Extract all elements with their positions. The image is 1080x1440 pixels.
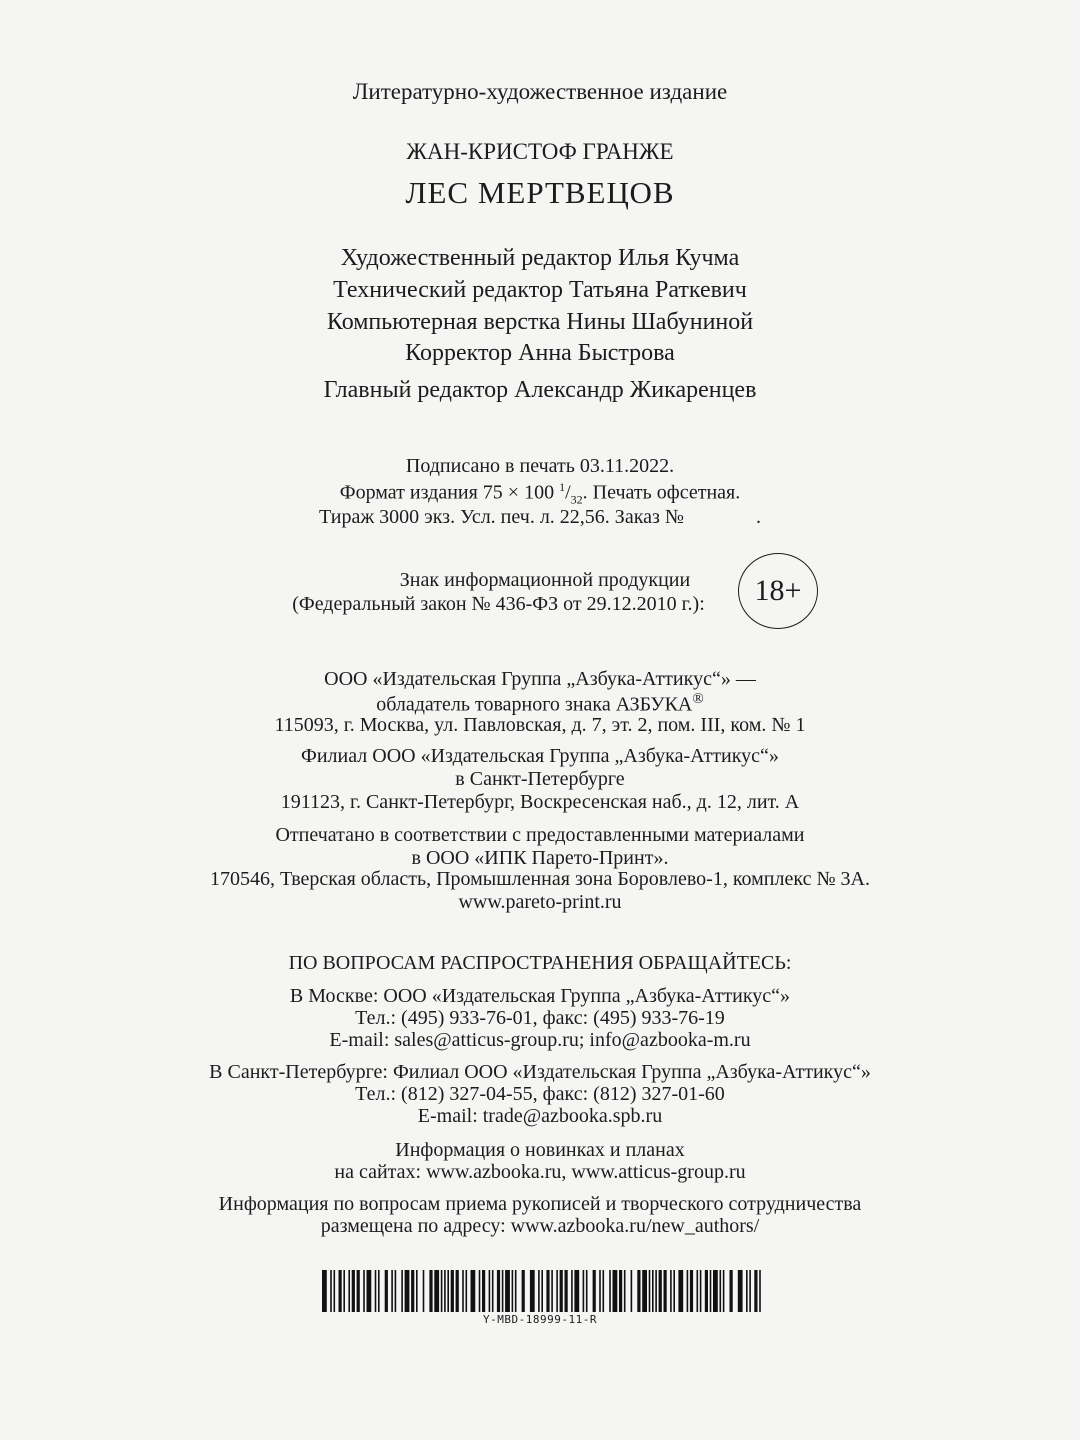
barcode-bar (538, 1270, 540, 1312)
news-sites: на сайтах: www.azbooka.ru, www.atticus-group.ru (334, 1161, 746, 1183)
barcode-bar (423, 1270, 425, 1312)
barcode-bar (664, 1270, 667, 1312)
barcode-bar (502, 1270, 504, 1312)
manuscripts-info: Информация по вопросам приема рукописей и творческого сотрудничества (218, 1193, 862, 1215)
barcode-bar (599, 1270, 601, 1312)
printer-line: в ООО «ИПК Парето-Принт». (411, 847, 669, 869)
barcode-bar (556, 1270, 558, 1312)
barcode-bar (330, 1270, 332, 1312)
barcode-bar (655, 1270, 657, 1312)
barcode-bar (642, 1270, 647, 1312)
barcode-bar (759, 1270, 761, 1312)
barcode-bar (571, 1270, 573, 1312)
barcode-bar (385, 1270, 388, 1312)
barcode-bar (619, 1270, 622, 1312)
barcode-bar (462, 1270, 464, 1312)
barcode-bar (489, 1270, 491, 1312)
barcode-bar (690, 1270, 693, 1312)
barcode-bar (352, 1270, 355, 1312)
barcode-bar (512, 1270, 514, 1312)
barcode-bar (471, 1270, 476, 1312)
barcode-bar (367, 1270, 372, 1312)
barcode-bar (560, 1270, 563, 1312)
barcode-bar (749, 1270, 751, 1312)
barcode-bar (522, 1270, 525, 1312)
moscow-contact: В Москве: ООО «Издательская Группа „Азбука-Аттикус“» (289, 985, 791, 1007)
barcode-bar (378, 1270, 380, 1312)
publisher-line: ООО «Издательская Группа „Азбука-Аттикус“» — (324, 668, 756, 690)
branch-name: Филиал ООО «Издательская Группа „Азбука-Аттикус“» (301, 745, 779, 767)
age-mark-law: (Федеральный закон № 436-ФЗ от 29.12.2010 г.): (292, 593, 705, 615)
barcode-bar (583, 1270, 585, 1312)
barcode-bar (444, 1270, 446, 1312)
spb-phone: Тел.: (812) 327-04-55, факс: (812) 327-01-60 (355, 1083, 725, 1105)
spb-contact: В Санкт-Петербурге: Филиал ООО «Издательская Группа „Азбука-Аттикус“» (209, 1061, 871, 1083)
moscow-phone: Тел.: (495) 933-76-01, факс: (495) 933-76-19 (355, 1007, 725, 1029)
printer-address: 170546, Тверская область, Промышленная зона Боровлево-1, комплекс № 3А. (210, 868, 870, 890)
barcode-bar (434, 1270, 439, 1312)
branch-city: в Санкт-Петербурге (455, 768, 625, 790)
barcode-bar (401, 1270, 403, 1312)
barcode-bar (339, 1270, 342, 1312)
barcode-bar (678, 1270, 683, 1312)
trademark-text: обладатель товарного знака АЗБУКА (376, 693, 693, 716)
barcode-bar (515, 1270, 517, 1312)
barcode-bar (456, 1270, 459, 1312)
barcode-bar (551, 1270, 553, 1312)
barcode-bar (541, 1270, 543, 1312)
barcode-bar (754, 1270, 757, 1312)
barcode-bar (637, 1270, 640, 1312)
barcode-code: Y-MBD-18999-11-R (483, 1313, 597, 1326)
barcode (322, 1270, 768, 1312)
format-prefix: Формат издания 75 × 100 (339, 481, 560, 504)
barcode-bar (530, 1270, 535, 1312)
barcode-bar (429, 1270, 432, 1312)
barcode-bar (593, 1270, 596, 1312)
run-end: . (755, 506, 761, 528)
barcode-bar (624, 1270, 626, 1312)
printer-line: Отпечатано в соответствии с предоставленными материалами (275, 824, 805, 846)
publisher-trademark-line (0, 692, 1080, 715)
moscow-email: E-mail: sales@atticus-group.ru; info@azbooka-m.ru (329, 1029, 751, 1051)
barcode-bar (348, 1270, 350, 1312)
barcode-bar (687, 1270, 689, 1312)
signed-date: Подписано в печать 03.11.2022. (405, 455, 675, 477)
barcode-bar (713, 1270, 718, 1312)
branch-address: 191123, г. Санкт-Петербург, Воскресенская наб., д. 12, лит. А (280, 791, 800, 813)
barcode-bar (416, 1270, 418, 1312)
format-fraction-slash: / (565, 481, 571, 504)
format-suffix: . Печать офсетная. (582, 481, 741, 504)
barcode-bar (673, 1270, 675, 1312)
barcode-bar (343, 1270, 345, 1312)
barcode-bar (391, 1270, 393, 1312)
credit-line: Художественный редактор Илья Кучма (340, 245, 740, 271)
barcode-bar (649, 1270, 651, 1312)
barcode-bar (705, 1270, 708, 1312)
barcode-bar (738, 1270, 743, 1312)
format-line (0, 481, 1080, 506)
barcode-bar (652, 1270, 654, 1312)
registered-mark: ® (692, 691, 704, 707)
barcode-bar (492, 1270, 494, 1312)
barcode-bar (586, 1270, 588, 1312)
barcode-bar (411, 1270, 414, 1312)
barcode-bar (609, 1270, 611, 1312)
credit-line: Корректор Анна Быстрова (405, 340, 675, 366)
barcode-bar (497, 1270, 500, 1312)
barcode-bar (546, 1270, 549, 1312)
barcode-bar (730, 1270, 733, 1312)
barcode-bar (466, 1270, 468, 1312)
edition-type: Литературно-художественное издание (352, 79, 728, 104)
age-rating-badge: 18+ (738, 553, 818, 629)
barcode-bar (670, 1270, 672, 1312)
barcode-bar (357, 1270, 360, 1312)
barcode-bar (746, 1270, 748, 1312)
barcode-bar (441, 1270, 443, 1312)
run-text: Тираж 3000 экз. Усл. печ. л. 22,56. Заказ № (319, 506, 684, 528)
barcode-bar (697, 1270, 699, 1312)
age-mark-label: Знак информационной продукции (399, 569, 691, 591)
barcode-bar (574, 1270, 579, 1312)
barcode-bar (363, 1270, 365, 1312)
barcode-bar (505, 1270, 510, 1312)
format-fraction-num: 1 (559, 480, 566, 494)
barcode-bar (723, 1270, 725, 1312)
barcode-bar (479, 1270, 481, 1312)
barcode-bar (603, 1270, 605, 1312)
barcode-bar (631, 1270, 633, 1312)
credit-line: Компьютерная верстка Нины Шабуниной (326, 309, 754, 335)
printer-website: www.pareto-print.ru (458, 891, 622, 913)
barcode-bar (451, 1270, 454, 1312)
barcode-bar (482, 1270, 485, 1312)
barcode-bar (322, 1270, 327, 1312)
distribution-heading: ПО ВОПРОСАМ РАСПРОСТРАНЕНИЯ ОБРАЩАЙТЕСЬ: (288, 952, 792, 974)
barcode-bar (700, 1270, 702, 1312)
barcode-bar (405, 1270, 410, 1312)
author-name: ЖАН-КРИСТОФ ГРАНЖЕ (406, 139, 674, 164)
barcode-bar (565, 1270, 568, 1312)
run-line (0, 507, 1080, 527)
barcode-bar (613, 1270, 618, 1312)
barcode-bar (659, 1270, 662, 1312)
book-title: ЛЕС МЕРТВЕЦОВ (405, 175, 675, 210)
barcode-bar (375, 1270, 377, 1312)
news-info: Информация о новинках и планах (395, 1139, 685, 1161)
spb-email: E-mail: trade@azbooka.spb.ru (417, 1105, 663, 1127)
barcode-bar (720, 1270, 722, 1312)
format-fraction-den: 32 (570, 492, 583, 507)
barcode-bar (447, 1270, 449, 1312)
publisher-address: 115093, г. Москва, ул. Павловская, д. 7, эт. 2, пом. III, ком. № 1 (274, 714, 806, 736)
manuscripts-address: размещена по адресу: www.azbooka.ru/new_authors/ (320, 1215, 760, 1237)
barcode-bar (395, 1270, 397, 1312)
credit-line: Технический редактор Татьяна Раткевич (333, 277, 747, 303)
barcode-bar (710, 1270, 712, 1312)
barcode-bar (334, 1270, 336, 1312)
credit-line: Главный редактор Александр Жикаренцев (323, 377, 757, 403)
